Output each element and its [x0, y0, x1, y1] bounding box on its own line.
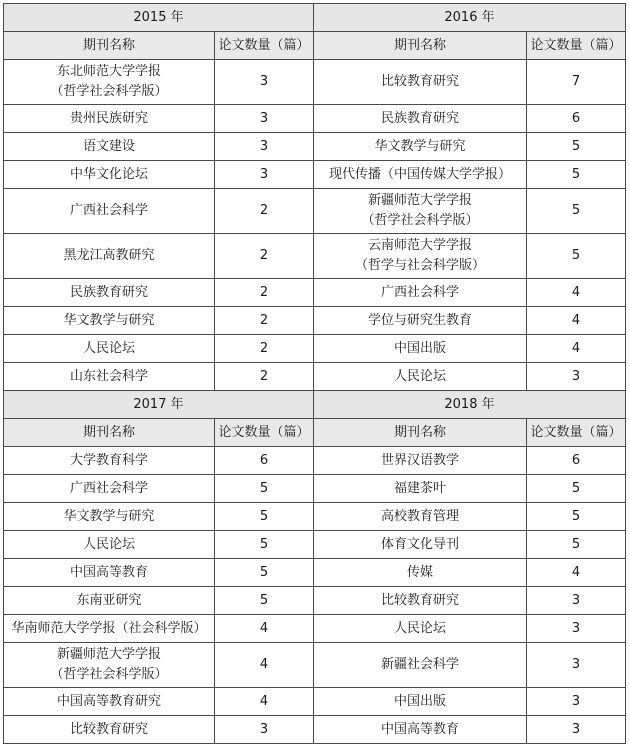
column-header-paper-count: 论文数量（篇） — [527, 419, 626, 447]
paper-count: 6 — [527, 105, 626, 133]
journal-name-cell — [314, 531, 527, 559]
journal-name-cell — [4, 363, 215, 391]
journal-name: 人民论坛 — [393, 620, 446, 636]
paper-count: 4 — [527, 307, 626, 335]
table-row — [4, 447, 626, 475]
table-row — [4, 335, 626, 363]
paper-count: 5 — [215, 587, 314, 615]
column-header-journal-name: 期刊名称 — [4, 32, 215, 60]
year-label: 2018 年 — [314, 391, 626, 419]
journal-name: 华文教学与研究 — [374, 138, 466, 154]
journal-name-cell — [4, 161, 215, 189]
year-label: 2015 年 — [4, 4, 314, 32]
column-header-journal-name: 期刊名称 — [314, 419, 527, 447]
table-row — [4, 688, 626, 716]
journal-name-cell — [314, 643, 527, 688]
paper-count: 4 — [215, 615, 314, 643]
paper-count: 3 — [527, 643, 626, 688]
paper-count: 2 — [215, 335, 314, 363]
table-row — [4, 615, 626, 643]
paper-count: 3 — [527, 615, 626, 643]
journal-name-cell — [4, 105, 215, 133]
journal-name-cell — [314, 363, 527, 391]
column-header-journal-name: 期刊名称 — [314, 32, 527, 60]
journal-name-cell — [314, 133, 527, 161]
table-row — [4, 234, 626, 279]
paper-count: 5 — [527, 161, 626, 189]
table-row — [4, 105, 626, 133]
paper-count: 3 — [215, 161, 314, 189]
journal-name-cell — [314, 475, 527, 503]
journal-name: 中国高等教育研究 — [56, 693, 161, 709]
table-row — [4, 643, 626, 688]
table-row — [4, 363, 626, 391]
journal-name-cell — [314, 189, 527, 234]
paper-count: 3 — [527, 363, 626, 391]
journal-name-cell — [4, 688, 215, 716]
table-row — [4, 716, 626, 744]
journal-name-cell — [4, 133, 215, 161]
paper-count: 4 — [215, 688, 314, 716]
table-row — [4, 307, 626, 335]
journal-name-cell — [314, 688, 527, 716]
journal-name: 中国高等教育 — [69, 564, 148, 580]
journal-name: 现代传播（中国传媒大学学报） — [328, 166, 511, 182]
table-row — [4, 559, 626, 587]
table-row — [4, 531, 626, 559]
paper-count: 5 — [527, 133, 626, 161]
journal-name-cell — [4, 559, 215, 587]
paper-count: 4 — [527, 559, 626, 587]
paper-count: 2 — [215, 189, 314, 234]
journal-name-cell — [314, 503, 527, 531]
paper-count: 5 — [215, 475, 314, 503]
journal-name: 大学教育科学 — [69, 452, 148, 468]
journal-name: 中华文化论坛 — [69, 166, 148, 182]
table-row — [4, 475, 626, 503]
table-row — [4, 279, 626, 307]
journal-name: （哲学与社会科学版） — [354, 258, 485, 273]
paper-count: 3 — [215, 60, 314, 105]
paper-count: 5 — [527, 189, 626, 234]
column-header-journal-name: 期刊名称 — [4, 419, 215, 447]
year-header-row — [4, 391, 626, 419]
journal-name-cell — [4, 279, 215, 307]
journal-name-cell — [314, 335, 527, 363]
journal-name: 广西社会科学 — [69, 203, 148, 218]
journal-name: （哲学社会科学版） — [50, 84, 168, 99]
journal-name: 黑龙江高教研究 — [63, 248, 155, 263]
table-body — [4, 4, 626, 744]
table-row — [4, 161, 626, 189]
journal-name: 人民论坛 — [82, 340, 135, 356]
journal-name-cell — [4, 615, 215, 643]
journal-name-cell — [314, 161, 527, 189]
paper-count: 4 — [527, 335, 626, 363]
paper-count: 5 — [215, 559, 314, 587]
paper-count: 6 — [527, 447, 626, 475]
journal-ranking-table — [3, 3, 626, 744]
journal-name-cell — [4, 60, 215, 105]
journal-name: 广西社会科学 — [69, 480, 148, 496]
journal-name-cell — [314, 587, 527, 615]
table-row — [4, 60, 626, 105]
paper-count: 3 — [527, 688, 626, 716]
paper-count: 3 — [215, 716, 314, 744]
table-row — [4, 503, 626, 531]
year-header-row — [4, 4, 626, 32]
paper-count: 2 — [215, 307, 314, 335]
journal-name: 比较教育研究 — [380, 74, 459, 89]
journal-name-cell — [314, 716, 527, 744]
journal-name-cell — [314, 307, 527, 335]
journal-name: 比较教育研究 — [380, 592, 459, 608]
journal-name: 高校教育管理 — [380, 508, 459, 524]
journal-name: 语文建设 — [82, 138, 135, 154]
paper-count: 2 — [215, 279, 314, 307]
journal-name: 中国出版 — [393, 693, 446, 709]
journal-name-cell — [4, 447, 215, 475]
column-header-paper-count: 论文数量（篇） — [215, 419, 314, 447]
paper-count: 6 — [215, 447, 314, 475]
journal-name-cell — [4, 307, 215, 335]
journal-name: 福建茶叶 — [393, 480, 446, 496]
column-header-paper-count: 论文数量（篇） — [215, 32, 314, 60]
journal-name: 体育文化导刊 — [380, 536, 459, 552]
paper-count: 5 — [527, 475, 626, 503]
paper-count: 2 — [215, 363, 314, 391]
journal-name: 云南师范大学学报 — [367, 238, 472, 253]
journal-name: 中国高等教育 — [380, 721, 459, 737]
journal-name: 东南亚研究 — [76, 592, 142, 608]
column-header-paper-count: 论文数量（篇） — [527, 32, 626, 60]
journal-name: 民族教育研究 — [380, 110, 459, 126]
journal-name: 传媒 — [406, 564, 433, 580]
paper-count: 3 — [527, 716, 626, 744]
journal-name-cell — [4, 587, 215, 615]
paper-count: 5 — [215, 531, 314, 559]
paper-count: 5 — [527, 234, 626, 279]
journal-name-cell — [314, 105, 527, 133]
journal-name-cell — [314, 279, 527, 307]
journal-name: （哲学社会科学版） — [50, 667, 168, 682]
table-row — [4, 189, 626, 234]
journal-name-cell — [314, 447, 527, 475]
journal-name-cell — [4, 503, 215, 531]
journal-name-cell — [4, 716, 215, 744]
paper-count: 2 — [215, 234, 314, 279]
paper-count: 3 — [215, 133, 314, 161]
paper-count: 5 — [527, 503, 626, 531]
paper-count: 4 — [215, 643, 314, 688]
column-header-row — [4, 32, 626, 60]
journal-name-cell — [314, 615, 527, 643]
paper-count: 3 — [527, 587, 626, 615]
paper-count: 5 — [527, 531, 626, 559]
journal-name: 世界汉语教学 — [380, 452, 459, 468]
journal-name: 华文教学与研究 — [63, 508, 155, 524]
journal-name: 山东社会科学 — [69, 368, 148, 384]
journal-name: 新疆师范大学学报 — [367, 193, 472, 208]
journal-name: 比较教育研究 — [69, 721, 148, 737]
journal-name: 人民论坛 — [393, 368, 446, 384]
journal-name: 民族教育研究 — [69, 284, 148, 300]
journal-name: 学位与研究生教育 — [367, 312, 472, 328]
table-row — [4, 133, 626, 161]
paper-count: 4 — [527, 279, 626, 307]
year-label: 2016 年 — [314, 4, 626, 32]
paper-count: 7 — [527, 60, 626, 105]
journal-name: 新疆社会科学 — [380, 657, 459, 672]
paper-count: 5 — [215, 503, 314, 531]
journal-name-cell — [4, 189, 215, 234]
journal-name: 华文教学与研究 — [63, 312, 155, 328]
journal-name: 新疆师范大学学报 — [56, 647, 161, 662]
journal-name: 广西社会科学 — [380, 284, 459, 300]
column-header-row — [4, 419, 626, 447]
paper-count: 3 — [215, 105, 314, 133]
year-label: 2017 年 — [4, 391, 314, 419]
journal-name-cell — [4, 234, 215, 279]
journal-name-cell — [314, 559, 527, 587]
table-row — [4, 587, 626, 615]
journal-name-cell — [4, 531, 215, 559]
journal-name-cell — [4, 335, 215, 363]
journal-name-cell — [4, 475, 215, 503]
journal-name: 人民论坛 — [82, 536, 135, 552]
journal-name: （哲学社会科学版） — [361, 213, 479, 228]
journal-name-cell — [314, 60, 527, 105]
journal-name: 华南师范大学学报（社会科学版） — [11, 620, 207, 636]
journal-name: 贵州民族研究 — [69, 110, 148, 126]
journal-name-cell — [314, 234, 527, 279]
journal-name: 中国出版 — [393, 340, 446, 356]
journal-name: 东北师范大学学报 — [56, 64, 161, 79]
journal-name-cell — [4, 643, 215, 688]
